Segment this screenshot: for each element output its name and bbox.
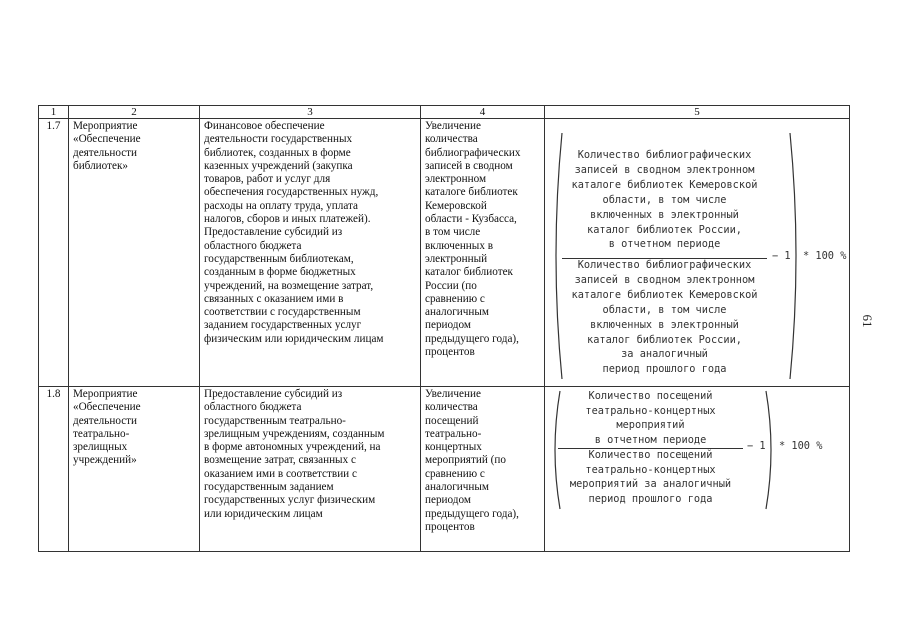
formula-denominator [558,448,743,506]
numerator-line: в отчетном периоде [608,238,721,251]
formula-image [550,389,850,514]
denominator-line: записей в сводном электронном [574,273,755,286]
denominator-line: период прошлого года [588,492,713,505]
table-header-row [39,106,850,119]
minus-one: − 1 [747,440,766,452]
multiplier: * 100 % [779,440,823,452]
numerator-line: Количество посещений [588,390,713,402]
multiplier: * 100 % [803,250,847,262]
event-description: Предоставление субсидий из областного бюджета государственным театрально- зрелищным учреждениям, созданным в форме автономных учреждений, на возмещение затрат, связанных с оказанием ими в соответствии с государственным заданием государственных услуг физическим или юридическим лицам [200,387,421,552]
header-cell-1: 1 [39,106,69,119]
denominator-line: включенных в электронный [590,318,739,331]
denominator-line: театрально-концертных [585,463,716,476]
header-cell-3: 3 [200,106,421,119]
header-cell-4: 4 [421,106,545,119]
header-cell-2: 2 [69,106,200,119]
denominator-line: за аналогичный [621,348,708,361]
denominator-line: каталог библиотек России, [587,333,742,346]
formula-cell [545,119,850,387]
denominator-line: каталоге библиотек Кемеровской [571,288,758,301]
minus-one: − 1 [772,250,791,262]
formula-numerator [562,148,767,252]
numerator-line: мероприятий [616,419,685,431]
main-table [38,105,850,552]
event-name: Мероприятие «Обеспечение деятельности библиотек» [69,119,200,387]
formula-image [550,131,850,391]
event-name: Мероприятие «Обеспечение деятельности театрально- зрелищных учреждений» [69,387,200,552]
formula-denominator [562,258,767,377]
numerator-line: театрально-концертных [585,404,716,417]
table-row [39,119,850,387]
numerator-line: каталоге библиотек Кемеровской [571,178,758,191]
denominator-line: период прошлого года [602,363,727,376]
right-paren [788,131,802,381]
denominator-line: Количество библиографических [577,259,752,271]
row-number: 1.8 [39,387,69,552]
denominator-line: области, в том числе [602,303,727,316]
denominator-line: Количество посещений [588,449,713,461]
header-cell-5: 5 [545,106,850,119]
numerator-line: включенных в электронный [590,208,739,221]
page-number: 61 [860,314,875,328]
row-number: 1.7 [39,119,69,387]
indicator-description: Увеличение количества библиографических записей в сводном электронном каталоге библиотек Кемеровской области - Кузбасса, в том числе включенных в электронный каталог библиотек России (по сравнению с аналогичным периодом предыдущего года), процентов [421,119,545,387]
table-row [39,387,850,552]
formula-cell [545,387,850,552]
numerator-line: Количество библиографических [577,149,752,161]
numerator-line: в отчетном периоде [594,433,707,446]
formula-numerator [558,389,743,447]
denominator-line: мероприятий за аналогичный [569,478,732,490]
right-paren [764,389,776,511]
indicator-description: Увеличение количества посещений театрально- концертных мероприятий (по сравнению с аналогичным периодом предыдущего года), процентов [421,387,545,552]
numerator-line: области, в том числе [602,193,727,206]
event-description: Финансовое обеспечение деятельности государственных библиотек, созданных в форме казенных учреждений (закупка товаров, работ и услуг для обеспечения государственных нужд, расходы на оплату труда, уплата налогов, сборов и иных платежей). Предоставление субсидий из областного бюджета государственным библиотекам, созданным в форме бюджетных учреждений, на возмещение затрат, связанных с оказанием ими в соответствии с государственным заданием государственных услуг физическим или юридическим лицам [200,119,421,387]
numerator-line: записей в сводном электронном [574,163,755,176]
numerator-line: каталог библиотек России, [587,223,742,236]
